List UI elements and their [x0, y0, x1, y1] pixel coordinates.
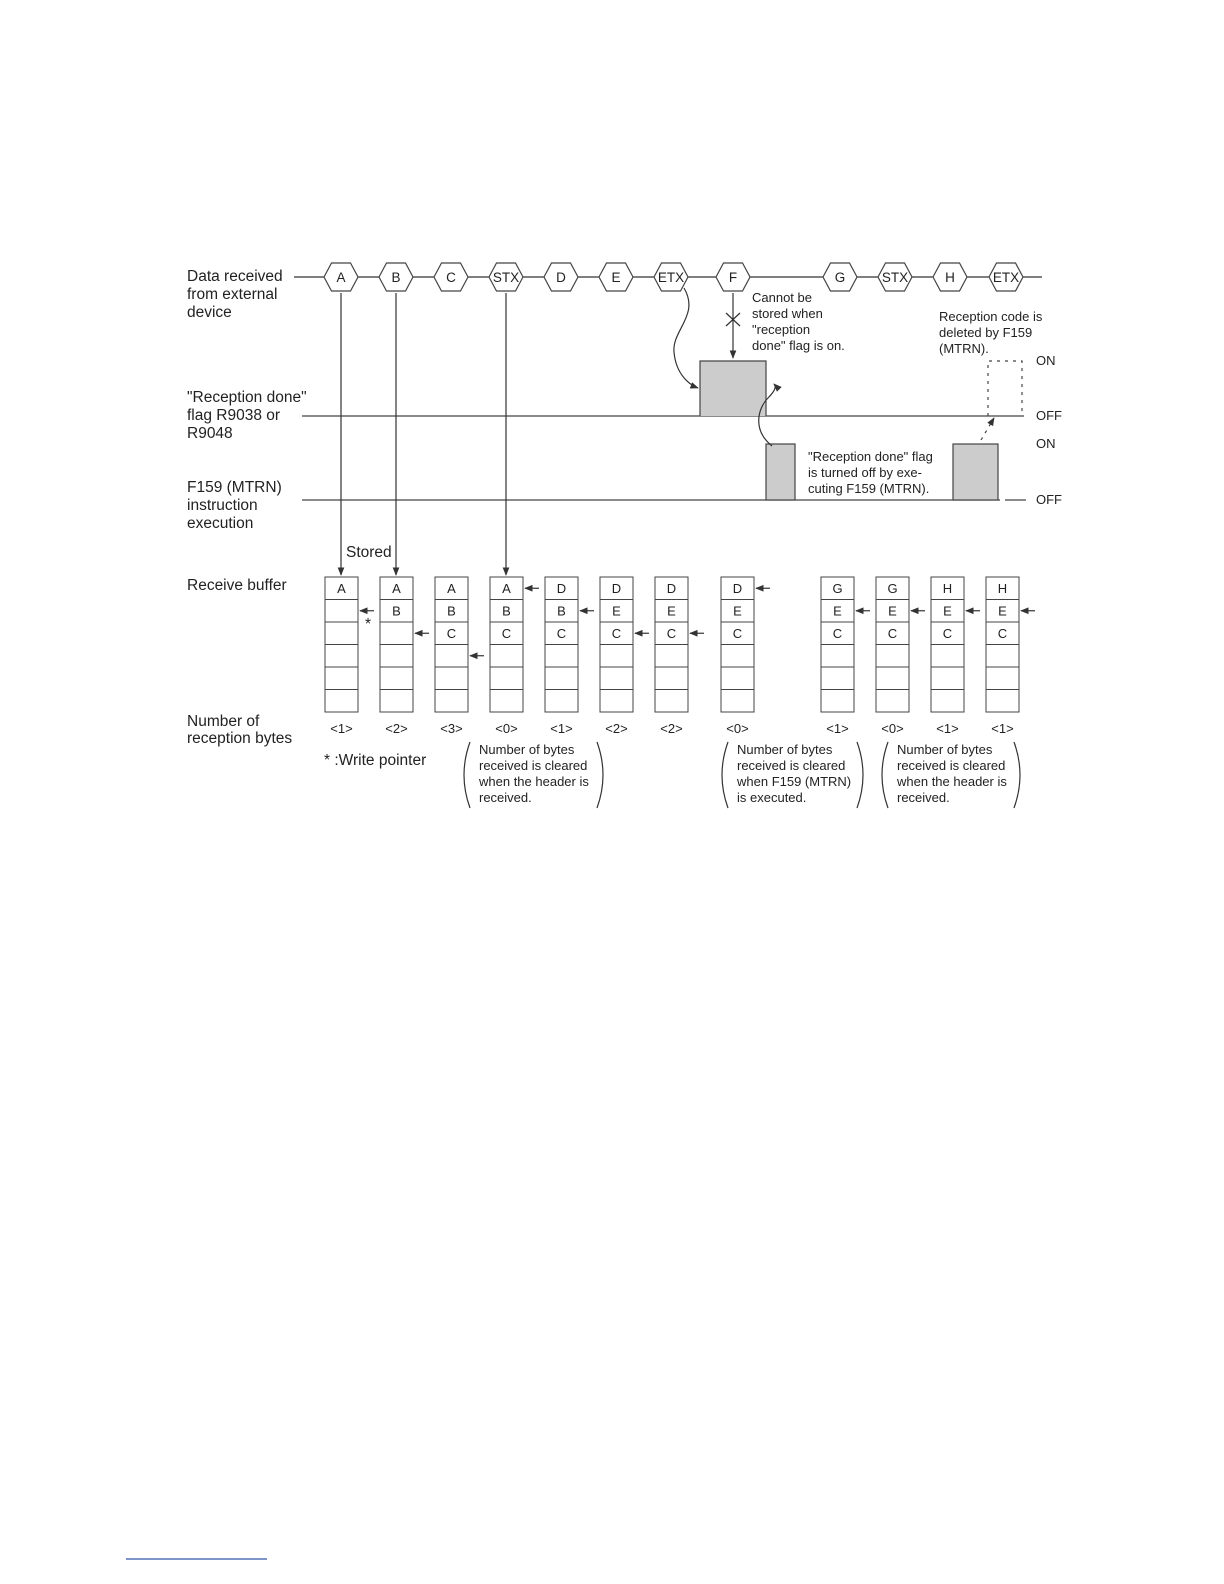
- stream-label: ETX: [992, 270, 1020, 285]
- buffer-cell: [600, 690, 633, 713]
- buffer-cell-value: E: [612, 603, 621, 619]
- buffer-cell-value: B: [557, 603, 566, 619]
- data-received-label: Data received from external device: [187, 268, 283, 321]
- buffer-cell: [721, 690, 754, 713]
- buffer-cell: [325, 600, 358, 623]
- deleted-note: Reception code is deleted by F159 (MTRN).: [939, 309, 1043, 356]
- buffer-cell-value: A: [337, 581, 346, 596]
- flag-on-label: ON: [1036, 353, 1056, 368]
- buffer-cell-value: A: [502, 581, 511, 596]
- buffer-cell-value: E: [943, 603, 952, 619]
- flag-deleted-dashed-pulse: [988, 361, 1022, 416]
- buffer-cell: [876, 667, 909, 690]
- buffer-cell-value: C: [611, 626, 622, 641]
- stream-label: E: [611, 270, 621, 285]
- reception-count: <1>: [936, 721, 959, 736]
- buffer-cell-value: C: [501, 626, 512, 641]
- buffer-cell: [986, 645, 1019, 668]
- f159-pulse-1: [766, 444, 795, 500]
- buffer-cell-value: C: [446, 626, 457, 641]
- buffer-cell: [545, 645, 578, 668]
- buffer-cell: [325, 622, 358, 645]
- flag-on-pulse: [700, 361, 766, 416]
- buffer-cell-value: C: [832, 626, 843, 641]
- buffer-cell: [655, 690, 688, 713]
- buffer-cell-value: E: [667, 603, 676, 619]
- stream-label: STX: [492, 270, 520, 285]
- buffer-cell-value: B: [502, 603, 511, 619]
- buffer-cell: [435, 690, 468, 713]
- buffer-cell: [721, 645, 754, 668]
- buffer-cell: [380, 622, 413, 645]
- buffer-cell: [721, 667, 754, 690]
- stream-label: STX: [881, 270, 909, 285]
- reception-count: <1>: [330, 721, 353, 736]
- buffer-cell: [545, 667, 578, 690]
- reception-count: <1>: [826, 721, 849, 736]
- reception-flag-label: "Reception done" flag R9038 or R9048: [187, 389, 307, 442]
- buffer-cell: [380, 690, 413, 713]
- cleared-f159-note: Number of bytes received is cleared when F159 (MTRN) is executed.: [737, 742, 852, 805]
- buffer-column: [325, 577, 358, 736]
- note-2-left-paren: [722, 742, 728, 808]
- note-3-right-paren: [1014, 742, 1020, 808]
- buffer-cell-value: G: [832, 581, 843, 596]
- delete-code-arrow: [981, 418, 994, 440]
- buffer-column: [600, 577, 633, 736]
- reception-count: <2>: [660, 721, 683, 736]
- buffer-cell: [931, 667, 964, 690]
- reception-count: <2>: [605, 721, 628, 736]
- buffer-column: [876, 577, 909, 736]
- stream-label: B: [391, 270, 401, 285]
- stream-label: ETX: [657, 270, 685, 285]
- note-1-left-paren: [464, 742, 470, 808]
- buffer-cell-value: C: [887, 626, 898, 641]
- buffer-cell-value: B: [392, 603, 401, 619]
- receive-buffer-label: Receive buffer: [187, 577, 287, 594]
- buffer-cell-value: D: [732, 581, 743, 596]
- buffer-cell: [600, 667, 633, 690]
- buffer-cell-value: G: [887, 581, 898, 596]
- write-pointer-legend: * :Write pointer: [324, 752, 427, 769]
- num-bytes-label: Number of reception bytes: [187, 713, 293, 747]
- buffer-cell-value: E: [888, 603, 897, 619]
- buffer-cell-value: E: [998, 603, 1007, 619]
- reception-count: <1>: [550, 721, 573, 736]
- buffer-cell-value: A: [392, 581, 401, 596]
- buffer-cell: [931, 645, 964, 668]
- buffer-cell: [821, 690, 854, 713]
- note-2-right-paren: [857, 742, 863, 808]
- buffer-cell: [380, 667, 413, 690]
- buffer-column: [821, 577, 854, 736]
- buffer-cell: [325, 690, 358, 713]
- cleared-header-note-2: Number of bytes received is cleared when the header is received.: [897, 742, 1007, 805]
- buffer-column: [986, 577, 1019, 736]
- buffer-cell: [655, 667, 688, 690]
- buffer-cell-value: C: [942, 626, 953, 641]
- buffer-cell-value: C: [666, 626, 677, 641]
- reception-count: <2>: [385, 721, 408, 736]
- buffer-cell: [986, 690, 1019, 713]
- cannot-store-note: Cannot be stored when "reception done" flag is on.: [752, 290, 845, 353]
- buffer-cell: [821, 645, 854, 668]
- f159-on-label: ON: [1036, 436, 1056, 451]
- flag-off-label: OFF: [1036, 408, 1062, 423]
- buffer-cell: [655, 645, 688, 668]
- buffer-cell: [435, 667, 468, 690]
- buffer-cell: [325, 645, 358, 668]
- buffer-cell-value: B: [447, 603, 456, 619]
- stream-label: H: [945, 270, 955, 285]
- stream-label: A: [336, 270, 346, 285]
- note-1-right-paren: [597, 742, 603, 808]
- buffer-cell: [435, 645, 468, 668]
- reception-count: <1>: [991, 721, 1014, 736]
- stored-label: Stored: [346, 544, 392, 561]
- buffer-cell: [325, 667, 358, 690]
- buffer-cell: [380, 645, 413, 668]
- buffer-cell: [876, 690, 909, 713]
- reception-count: <0>: [881, 721, 904, 736]
- buffer-cell-value: C: [732, 626, 743, 641]
- buffer-cell: [490, 690, 523, 713]
- stream-label: D: [556, 270, 566, 285]
- buffer-cell: [986, 667, 1019, 690]
- buffer-cell-value: A: [447, 581, 456, 596]
- buffer-column: [721, 577, 754, 736]
- buffer-column: [435, 577, 468, 736]
- buffer-column: [380, 577, 413, 736]
- buffer-cell-value: D: [611, 581, 622, 596]
- buffer-cell-value: D: [556, 581, 567, 596]
- buffer-cell: [876, 645, 909, 668]
- buffer-cell-value: C: [556, 626, 567, 641]
- buffer-cell-value: E: [733, 603, 742, 619]
- buffer-cell-value: E: [833, 603, 842, 619]
- buffer-column: [545, 577, 578, 736]
- buffer-cell: [931, 690, 964, 713]
- buffer-cell: [821, 667, 854, 690]
- write-pointer-asterisk: *: [365, 616, 372, 633]
- etx-sets-flag-arrow: [674, 288, 698, 388]
- note-3-left-paren: [882, 742, 888, 808]
- reception-count: <3>: [440, 721, 463, 736]
- buffer-column: [655, 577, 688, 736]
- stream-label: F: [728, 270, 738, 285]
- buffer-cell-value: C: [997, 626, 1008, 641]
- buffer-cell-value: D: [666, 581, 677, 596]
- f159-label: F159 (MTRN) instruction execution: [187, 479, 282, 532]
- stream-label: G: [834, 270, 846, 285]
- f159-off-label: OFF: [1036, 492, 1062, 507]
- cleared-header-note: Number of bytes received is cleared when the header is received.: [479, 742, 589, 805]
- stream-label: C: [446, 270, 456, 285]
- f159-pulse-2: [953, 444, 998, 500]
- buffer-column: [490, 577, 523, 736]
- turned-off-note: "Reception done" flag is turned off by exe- cuting F159 (MTRN).: [808, 449, 933, 496]
- receive-buffers: [325, 577, 1019, 736]
- reception-count: <0>: [495, 721, 518, 736]
- buffer-column: [931, 577, 964, 736]
- buffer-cell-value: H: [997, 581, 1008, 596]
- buffer-cell: [490, 645, 523, 668]
- buffer-cell: [490, 667, 523, 690]
- buffer-cell: [600, 645, 633, 668]
- buffer-cell: [545, 690, 578, 713]
- reception-count: <0>: [726, 721, 749, 736]
- buffer-cell-value: H: [942, 581, 953, 596]
